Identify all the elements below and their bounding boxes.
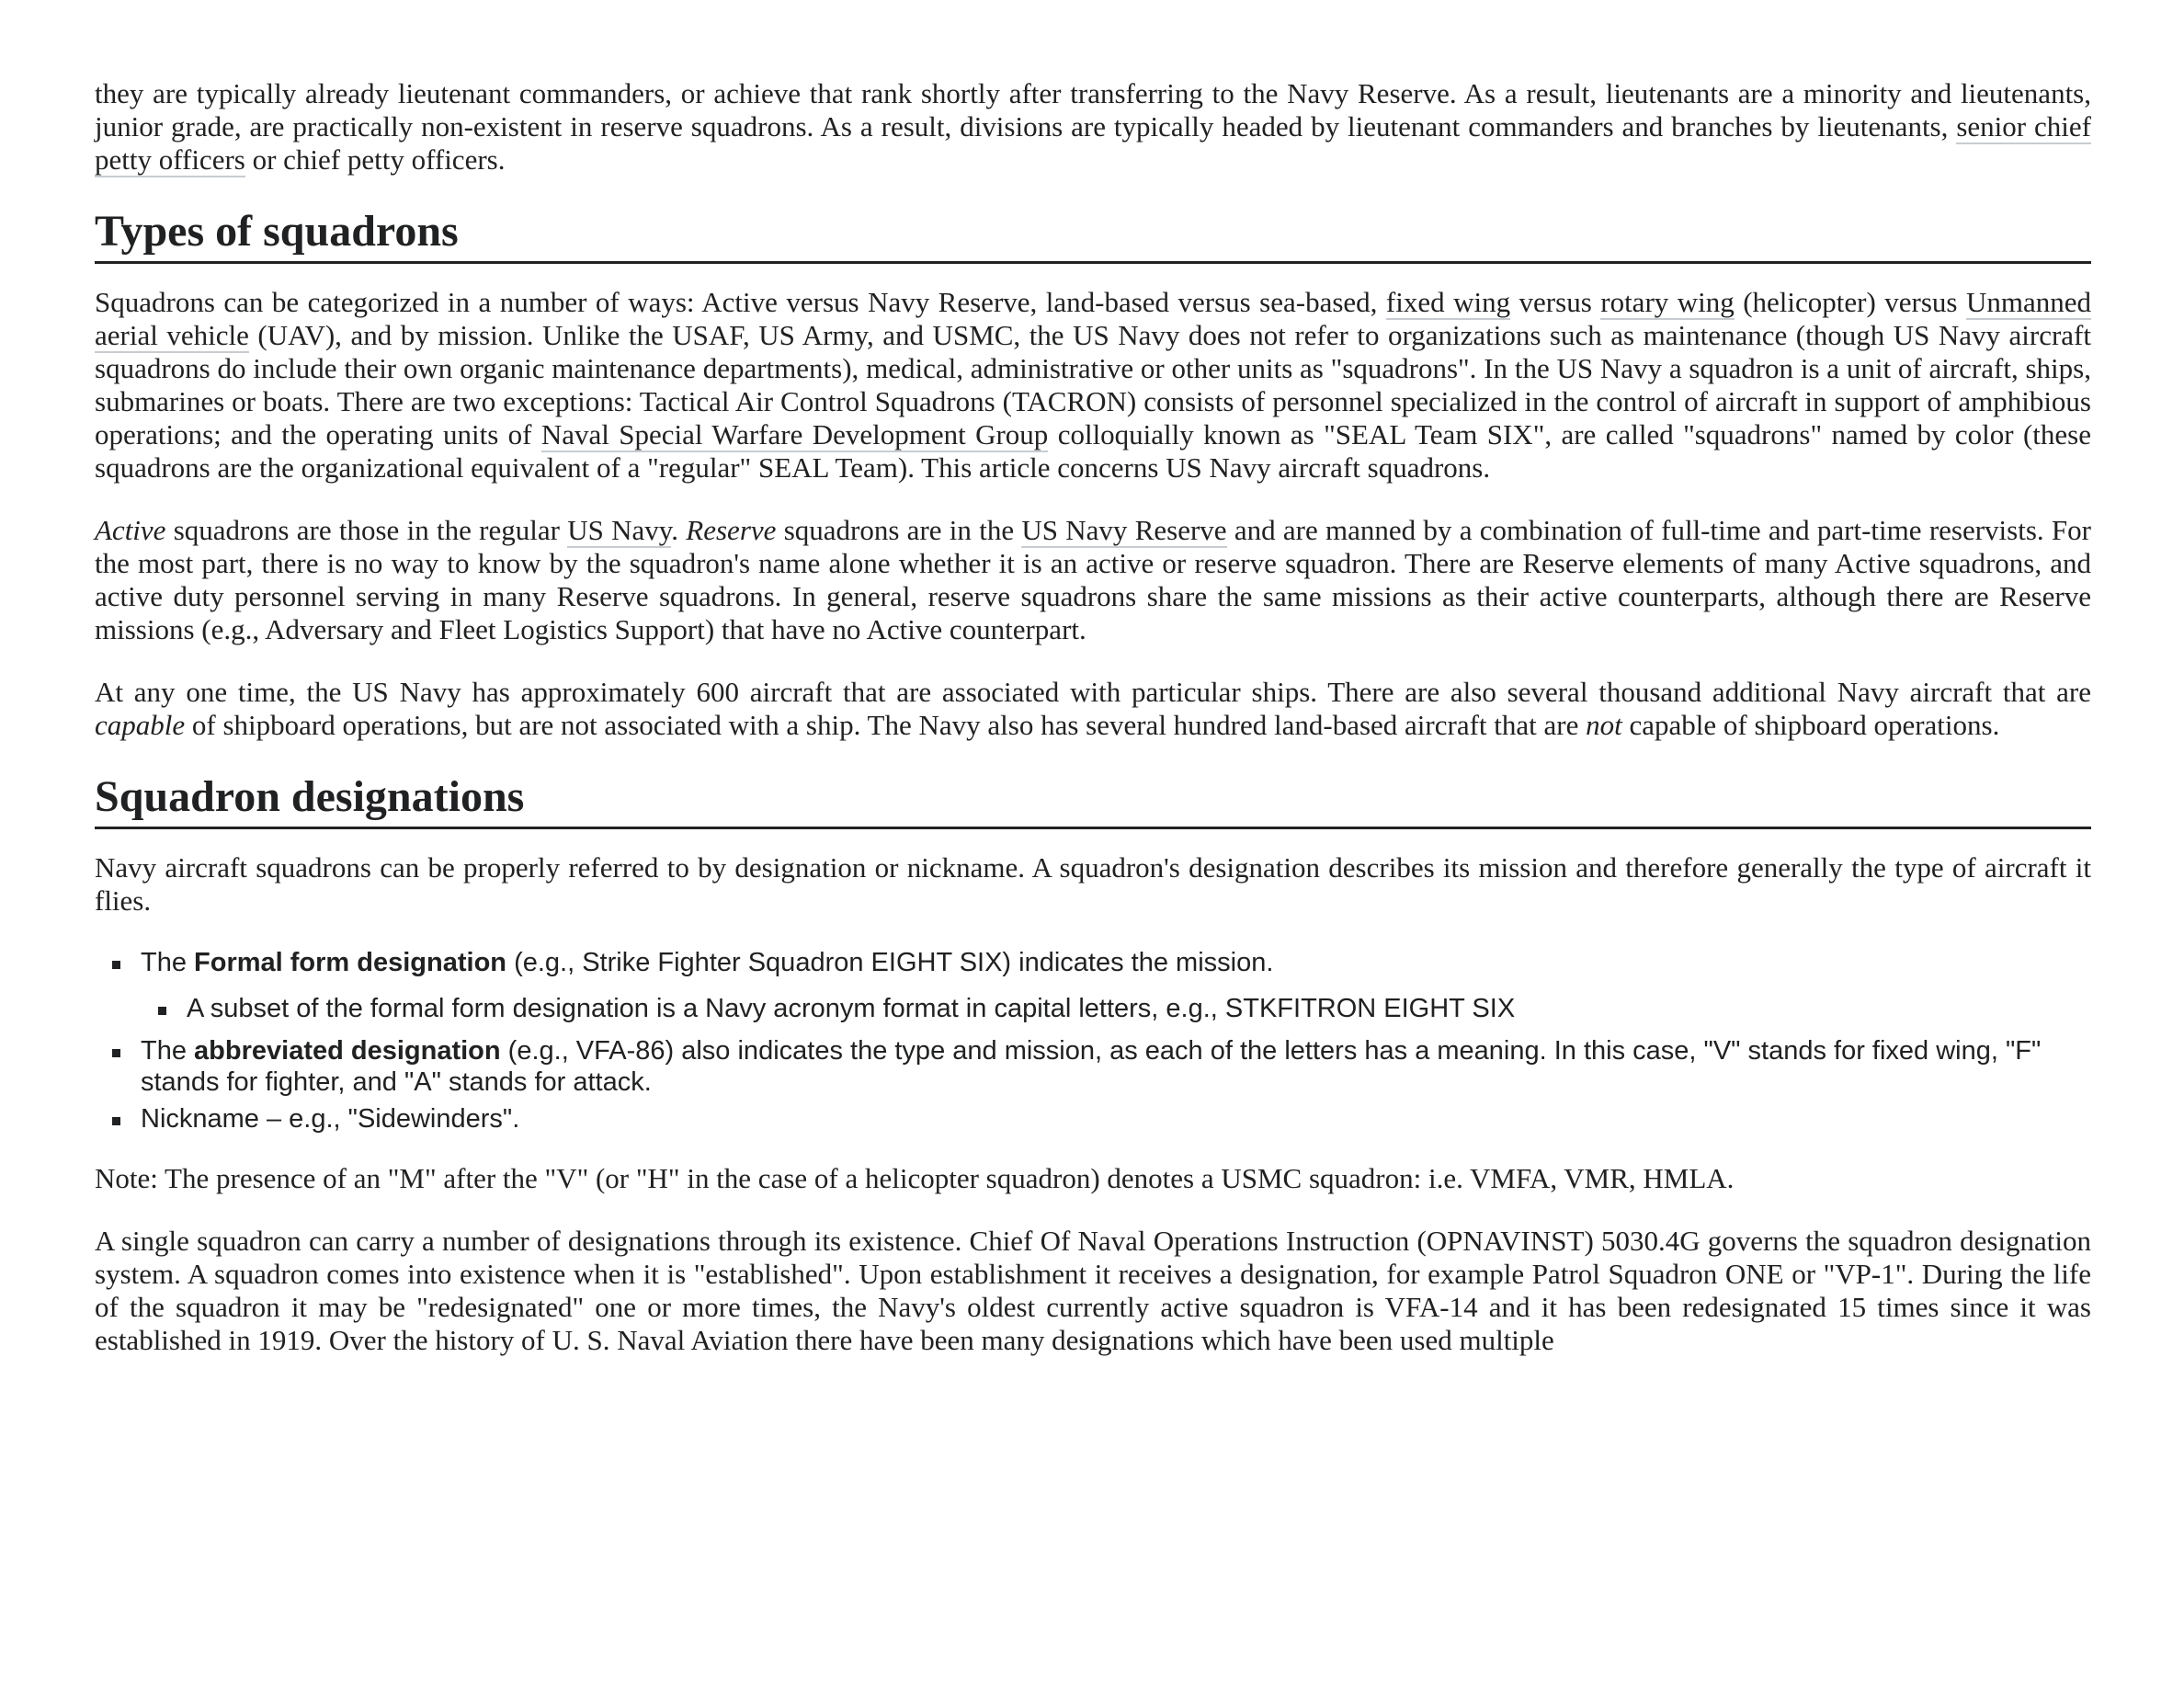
intro-paragraph bbox=[95, 77, 2091, 177]
designations-paragraph-1: Navy aircraft squadrons can be properly referred to by designation or nickname. A squadron's designation describes its mission and therefore generally the type of aircraft it flies. bbox=[95, 851, 2091, 917]
link-senior-chief-petty-officers[interactable]: senior chief petty officers bbox=[95, 110, 2091, 176]
designations-note: Note: The presence of an "M" after the "V" (or "H" in the case of a helicopter squadron) denotes a USMC squadron: i.e. VMFA, VMR, HMLA. bbox=[95, 1162, 1735, 1194]
types-p3-text: capable of shipboard operations. bbox=[1621, 709, 2000, 741]
intro-text: they are typically already lieutenant commanders, or achieve that rank shortly after transferring to the Navy Reserve. As a result, lieutenants are a minority and lieutenants, junior grade, are practically non-existent in reserve squadrons. As a result, divisions are typically headed by lieutenant commanders and branches by lieutenants, bbox=[95, 77, 2091, 143]
list-item-text: The bbox=[141, 948, 195, 977]
list-item bbox=[141, 993, 2091, 1024]
link-rotary-wing[interactable]: rotary wing bbox=[1600, 286, 1735, 318]
types-p3-text: At any one time, the US Navy has approximately 600 aircraft that are associated with particular ships. There are also several thousand additional Navy aircraft that are bbox=[95, 676, 2091, 708]
link-us-navy-reserve[interactable]: US Navy Reserve bbox=[1021, 514, 1227, 546]
list-item bbox=[95, 947, 2091, 1024]
types-p3-text: of shipboard operations, but are not associated with a ship. The Navy also has several hundred land-based aircraft that are bbox=[185, 709, 1587, 741]
list-item bbox=[95, 1035, 2091, 1098]
link-naval-special-warfare-development-group[interactable]: Naval Special Warfare Development Group bbox=[540, 418, 1049, 451]
link-us-navy[interactable]: US Navy bbox=[567, 514, 672, 546]
link-fixed-wing[interactable]: fixed wing bbox=[1385, 286, 1511, 318]
link-unmanned-aerial-vehicle[interactable]: Unmanned aerial vehicle bbox=[95, 286, 2091, 351]
list-item bbox=[95, 1103, 2091, 1135]
list-item-text: (e.g., Strike Fighter Squadron EIGHT SIX) indicates the mission. bbox=[506, 948, 1274, 977]
types-p2-text: . bbox=[671, 514, 687, 546]
types-p1-text: (UAV), and by mission. Unlike the USAF, US Army, and USMC, the US Navy does not refer to organizations such as maintenance (though US Navy aircraft squadrons do include their own organic maintenance departments), medical, administrative or other units as "squadrons". In the US Navy a squadron is a unit of aircraft, ships, submarines or boats. There are two exceptions: Tactical Air Control Squadrons (TACRON) consists of personnel specialized in the control of aircraft in support of amphibious operations; and the operating units of bbox=[95, 319, 2091, 451]
heading-squadron-designations: Squadron designations bbox=[95, 771, 2091, 829]
types-p1-text: versus bbox=[1510, 286, 1601, 318]
list-item-text: Nickname – e.g., "Sidewinders". bbox=[141, 1104, 520, 1134]
types-paragraph-2 bbox=[95, 514, 2091, 646]
types-paragraph-3 bbox=[95, 676, 2091, 742]
types-p1-text: colloquially known as "SEAL Team SIX", are called "squadrons" named by color (these squadrons are the organizational equivalent of a "regular" SEAL Team). This article concerns US Navy aircraft squadrons. bbox=[95, 418, 2091, 484]
types-paragraph-1 bbox=[95, 286, 2091, 485]
types-p1-text: Squadrons can be categorized in a number of ways: Active versus Navy Reserve, land-based versus sea-based, bbox=[95, 286, 1386, 318]
list-item-text: (e.g., VFA-86) also indicates the type and mission, as each of the letters has a meaning. In this case, "V" stands for fixed wing, "F" stands for fighter, and "A" stands for attack. bbox=[141, 1036, 2042, 1097]
heading-types-of-squadrons: Types of squadrons bbox=[95, 206, 2091, 264]
list-item-bold: Formal form designation bbox=[194, 948, 507, 977]
types-p2-text: squadrons are those in the regular bbox=[165, 514, 568, 546]
list-item-bold: abbreviated designation bbox=[194, 1036, 501, 1066]
emphasis-not: not bbox=[1586, 709, 1622, 741]
types-p1-text: (helicopter) versus bbox=[1734, 286, 1966, 318]
types-p2-text: squadrons are in the bbox=[776, 514, 1022, 546]
emphasis-active: Active bbox=[95, 514, 166, 546]
list-item-text: A subset of the formal form designation is a Navy acronym format in capital letters, e.g., STKFITRON EIGHT SIX bbox=[187, 994, 1516, 1023]
designations-list bbox=[95, 947, 2091, 1135]
list-item-text: The bbox=[141, 1036, 195, 1066]
types-p2-text: and are manned by a combination of full-time and part-time reservists. For the most part, there is no way to know by the squadron's name alone whether it is an active or reserve squadron. There are Reserve elements of many Active squadrons, and active duty personnel serving in many Reserve squadrons. In general, reserve squadrons share the same missions as their active counterparts, although there are Reserve missions (e.g., Adversary and Fleet Logistics Support) that have no Active counterpart. bbox=[95, 514, 2091, 645]
emphasis-capable: capable bbox=[95, 709, 186, 741]
intro-text-end: or chief petty officers. bbox=[245, 143, 506, 176]
emphasis-reserve: Reserve bbox=[686, 514, 777, 546]
article-body bbox=[95, 77, 2091, 1386]
designations-paragraph-2: A single squadron can carry a number of designations through its existence. Chief Of Naval Operations Instruction (OPNAVINST) 5030.4G governs the squadron designation system. A squadron comes into existence when it is "established". Upon establishment it receives a designation, for example Patrol Squadron ONE or "VP-1". During the life of the squadron it may be "redesignated" one or more times, the Navy's oldest currently active squadron is VFA-14 and it has been redesignated 15 times since it was established in 1919. Over the history of U. S. Naval Aviation there have been many designations which have been used multiple bbox=[95, 1225, 2091, 1356]
designations-sublist bbox=[141, 993, 2091, 1024]
